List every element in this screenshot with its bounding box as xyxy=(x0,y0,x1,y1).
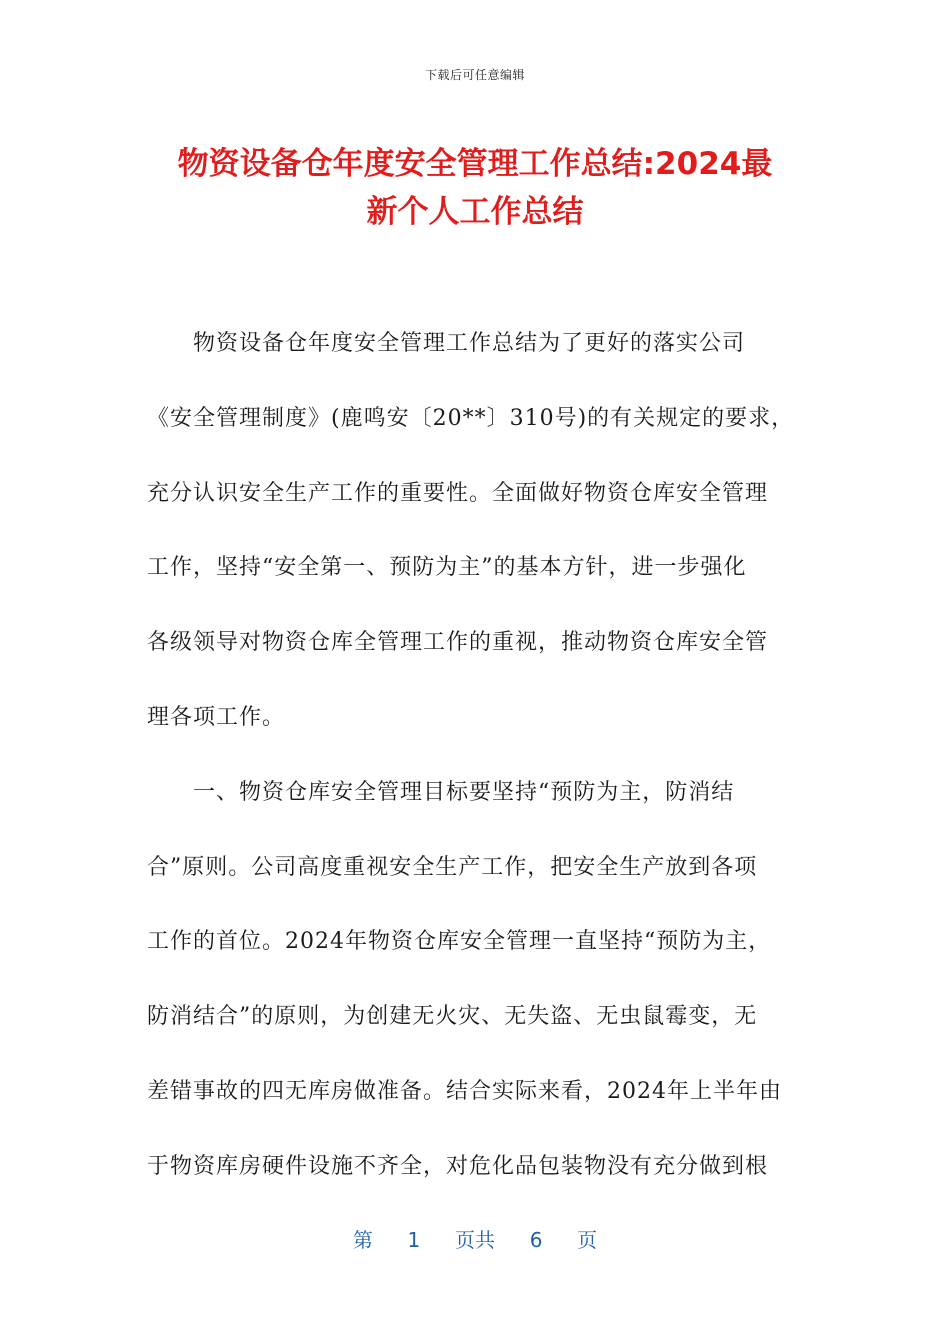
body-line: 理各项工作。 xyxy=(147,704,286,730)
document-body xyxy=(147,322,797,1220)
body-line: 合”原则。公司高度重视安全生产工作，把安全生产放到各项 xyxy=(147,854,758,880)
footer-prefix: 第 xyxy=(352,1228,373,1252)
header-note: 下载后可任意编辑 xyxy=(424,68,525,82)
body-line: 防消结合”的原则，为创建无火灾、无失盗、无虫鼠霉变，无 xyxy=(147,1004,758,1030)
document-title xyxy=(140,140,810,236)
body-line: 工作，坚持“安全第一、预防为主”的基本方针，进一步强化 xyxy=(147,555,747,581)
body-line: 各级领导对物资仓库全管理工作的重视，推动物资仓库安全管 xyxy=(147,630,769,656)
footer-suffix: 页 xyxy=(577,1228,598,1252)
body-line: 《安全管理制度》(鹿鸣安〔20**〕310号)的有关规定的要求， xyxy=(147,405,795,431)
body-line: 一、物资仓库安全管理目标要坚持“预防为主，防消结 xyxy=(193,779,735,805)
body-line: 物资设备仓年度安全管理工作总结为了更好的落实公司 xyxy=(193,331,746,356)
body-line: 充分认识安全生产工作的重要性。全面做好物资仓库安全管理 xyxy=(147,480,769,506)
footer-page-number: 1 xyxy=(407,1228,421,1252)
title-line-1: 物资设备仓年度安全管理工作总结:2024最 xyxy=(177,146,773,182)
title-line-2: 新个人工作总结 xyxy=(366,194,584,230)
body-line: 差错事故的四无库房做准备。结合实际来看，2024年上半年由 xyxy=(147,1078,782,1104)
body-line: 于物资库房硬件设施不齐全，对危化品包装物没有充分做到根 xyxy=(147,1153,769,1179)
body-line: 工作的首位。2024年物资仓库安全管理一直坚持“预防为主， xyxy=(147,929,772,955)
footer-middle: 页共 xyxy=(455,1228,495,1252)
footer-total-pages: 6 xyxy=(529,1228,543,1252)
page-footer xyxy=(0,1224,950,1253)
